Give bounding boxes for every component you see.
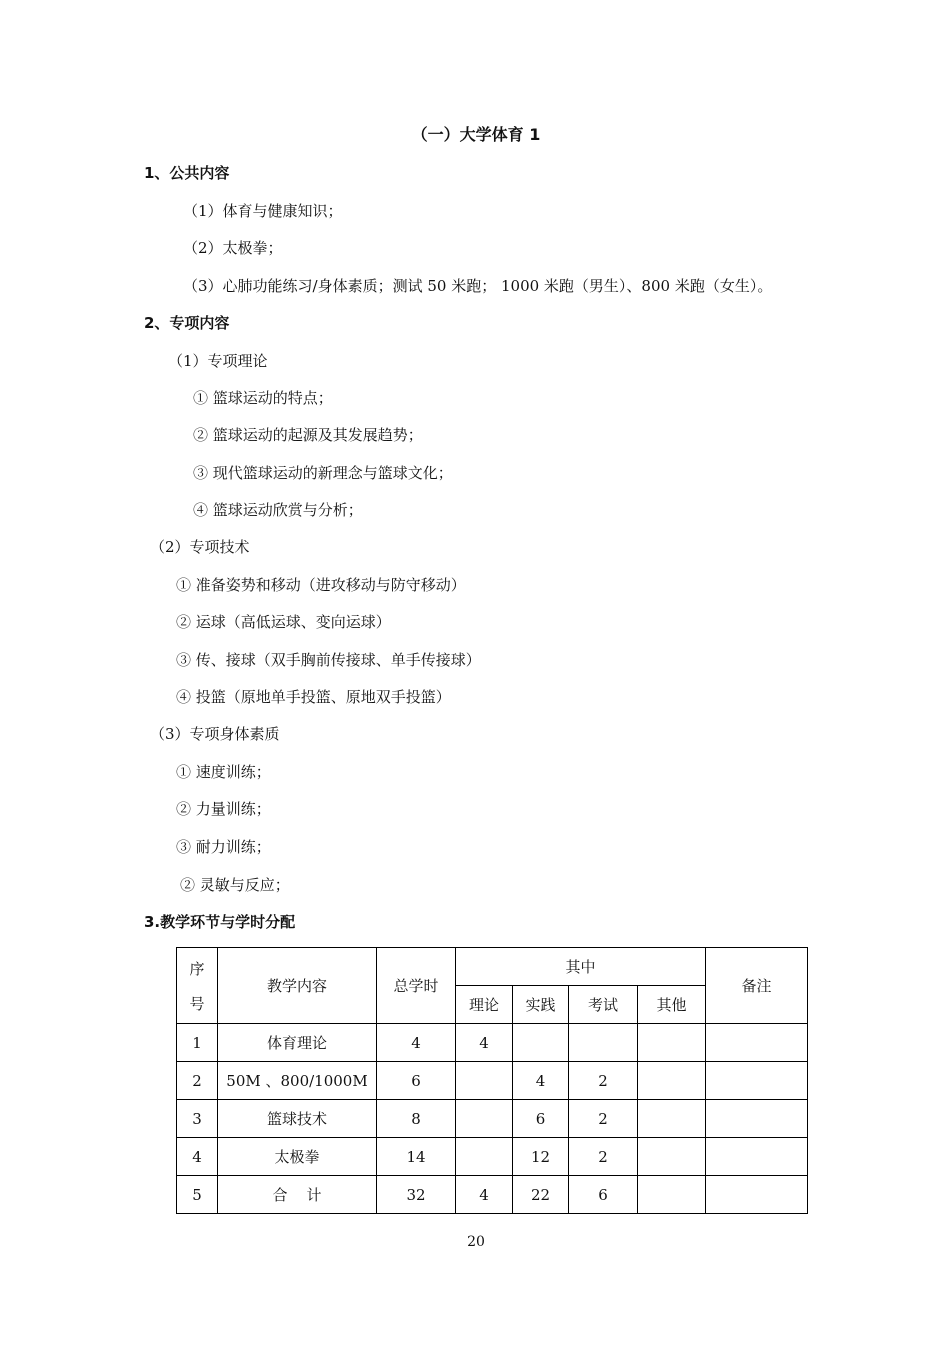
header-practice: 实践 xyxy=(513,986,569,1024)
header-exam: 考试 xyxy=(569,986,638,1024)
page-title: （一）大学体育 1 xyxy=(411,125,541,144)
section-heading-schedule: 3.教学环节与学时分配 xyxy=(144,913,296,931)
technique-item-4: ④ 投篮（原地单手投篮、原地双手投篮） xyxy=(176,688,451,706)
cell-content: 体育理论 xyxy=(218,1024,377,1062)
theory-item-4: ④ 篮球运动欣赏与分析； xyxy=(193,501,363,519)
subsection-technique: （2）专项技术 xyxy=(150,538,250,556)
header-other: 其他 xyxy=(638,986,706,1024)
table-row-total xyxy=(177,1176,808,1214)
table-row xyxy=(177,1024,808,1062)
theory-item-2: ② 篮球运动的起源及其发展趋势； xyxy=(193,426,423,444)
header-among: 其中 xyxy=(456,948,706,986)
header-seq-line-2: 号 xyxy=(189,994,205,1013)
cell-theory xyxy=(456,1100,513,1138)
header-total-hours: 总学时 xyxy=(377,948,456,1024)
cell-total: 32 xyxy=(377,1176,456,1214)
cell-practice xyxy=(513,1024,569,1062)
theory-item-1: ① 篮球运动的特点； xyxy=(193,389,333,407)
cell-practice: 4 xyxy=(513,1062,569,1100)
cell-total: 4 xyxy=(377,1024,456,1062)
public-item-2: （2）太极拳； xyxy=(183,239,283,257)
cell-remark xyxy=(706,1100,808,1138)
theory-item-3: ③ 现代篮球运动的新理念与篮球文化； xyxy=(193,464,453,482)
header-content: 教学内容 xyxy=(218,948,377,1024)
technique-item-2: ② 运球（高低运球、变向运球） xyxy=(176,613,391,631)
cell-theory: 4 xyxy=(456,1024,513,1062)
table-row xyxy=(177,1138,808,1176)
cell-theory xyxy=(456,1138,513,1176)
cell-content: 50M 、800/1000M xyxy=(218,1062,377,1100)
cell-other xyxy=(638,1138,706,1176)
fitness-item-4: ② 灵敏与反应； xyxy=(180,876,290,894)
cell-other xyxy=(638,1100,706,1138)
cell-seq: 3 xyxy=(177,1100,218,1138)
cell-total: 8 xyxy=(377,1100,456,1138)
fitness-item-3: ③ 耐力训练； xyxy=(176,838,271,856)
cell-seq: 1 xyxy=(177,1024,218,1062)
table-header-row-1 xyxy=(177,948,808,986)
cell-other xyxy=(638,1062,706,1100)
hours-table xyxy=(176,947,808,1214)
header-seq xyxy=(177,948,218,1024)
table-row xyxy=(177,1062,808,1100)
cell-practice: 22 xyxy=(513,1176,569,1214)
cell-remark xyxy=(706,1138,808,1176)
header-theory: 理论 xyxy=(456,986,513,1024)
cell-content: 篮球技术 xyxy=(218,1100,377,1138)
section-heading-public: 1、公共内容 xyxy=(144,164,230,182)
cell-content: 合 计 xyxy=(218,1176,377,1214)
cell-other xyxy=(638,1176,706,1214)
page-number: 20 xyxy=(467,1234,485,1250)
section-heading-special: 2、专项内容 xyxy=(144,314,230,332)
cell-exam: 2 xyxy=(569,1100,638,1138)
subsection-theory: （1）专项理论 xyxy=(168,352,268,370)
header-remark: 备注 xyxy=(706,948,808,1024)
table-row xyxy=(177,1100,808,1138)
cell-content: 太极拳 xyxy=(218,1138,377,1176)
cell-exam: 2 xyxy=(569,1138,638,1176)
cell-total: 14 xyxy=(377,1138,456,1176)
cell-remark xyxy=(706,1024,808,1062)
cell-seq: 5 xyxy=(177,1176,218,1214)
cell-seq: 4 xyxy=(177,1138,218,1176)
cell-seq: 2 xyxy=(177,1062,218,1100)
technique-item-1: ① 准备姿势和移动（进攻移动与防守移动） xyxy=(176,576,466,594)
cell-exam: 2 xyxy=(569,1062,638,1100)
cell-remark xyxy=(706,1062,808,1100)
cell-exam xyxy=(569,1024,638,1062)
cell-practice: 6 xyxy=(513,1100,569,1138)
cell-theory xyxy=(456,1062,513,1100)
fitness-item-1: ① 速度训练； xyxy=(176,763,271,781)
public-item-3: （3）心肺功能练习/身体素质；测试 50 米跑； 1000 米跑（男生）、800 米跑（女生）。 xyxy=(183,277,773,295)
fitness-item-2: ② 力量训练； xyxy=(176,800,271,818)
cell-theory: 4 xyxy=(456,1176,513,1214)
header-seq-line-1: 序 xyxy=(189,959,205,978)
cell-exam: 6 xyxy=(569,1176,638,1214)
technique-item-3: ③ 传、接球（双手胸前传接球、单手传接球） xyxy=(176,651,481,669)
cell-practice: 12 xyxy=(513,1138,569,1176)
public-item-1: （1）体育与健康知识； xyxy=(183,202,343,220)
subsection-fitness: （3）专项身体素质 xyxy=(150,725,280,743)
cell-remark xyxy=(706,1176,808,1214)
cell-other xyxy=(638,1024,706,1062)
cell-total: 6 xyxy=(377,1062,456,1100)
